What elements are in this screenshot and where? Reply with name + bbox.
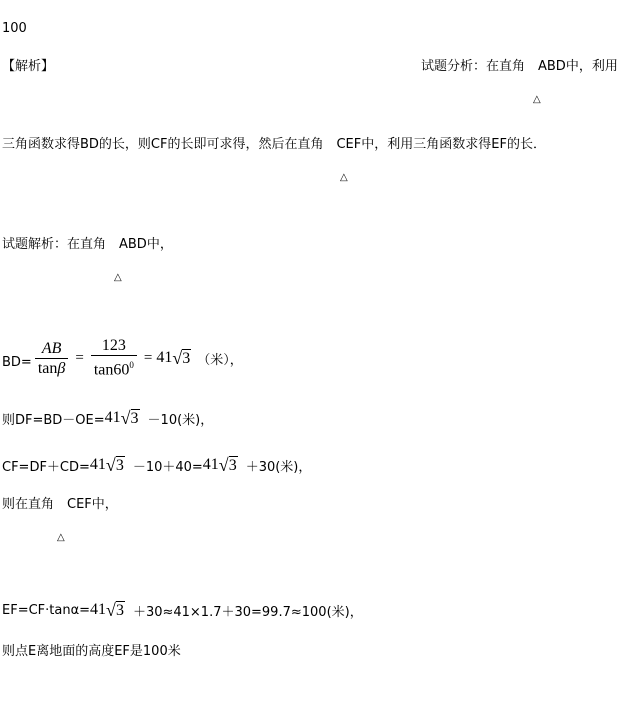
fraction-numerator: AB <box>41 339 62 357</box>
triangle-icon: △ <box>533 94 541 105</box>
answer-value: 100 <box>2 21 27 36</box>
df-prefix: 则DF=BD－OE= <box>2 412 105 428</box>
triangle-icon: △ <box>340 172 348 183</box>
bd-suffix: （米）， <box>197 352 243 368</box>
ef-prefix: EF=CF·tanα= <box>2 602 91 618</box>
df-equation <box>2 406 213 430</box>
triangle-icon: △ <box>114 272 122 283</box>
fraction-denominator: tanβ <box>35 358 69 377</box>
coef-sqrt: 41 √ 3 <box>89 455 124 475</box>
cf-suffix: ＋30(米)， <box>245 459 312 475</box>
cf-equation <box>2 453 311 477</box>
triangle-icon: △ <box>57 532 65 543</box>
equals-sign: = <box>75 349 84 366</box>
analysis-head: 试题分析：在直角 ABD中，利用 <box>421 59 618 74</box>
conclusion: 则点E离地面的高度EF是100米 <box>2 644 181 659</box>
ef-suffix: ＋30≈41×1.7＋30=99.7≈100(米)， <box>132 604 363 620</box>
fraction-denominator: $\tan 60^0$ <box>91 355 137 378</box>
fraction-ab <box>35 340 69 377</box>
df-suffix: －10(米)， <box>147 412 214 428</box>
fraction-123 <box>91 337 137 378</box>
solution-head: 试题解析：在直角 ABD中， <box>2 237 173 252</box>
cf-prefix: CF=DF＋CD= <box>2 459 90 475</box>
bd-prefix: BD= <box>2 354 32 370</box>
cef-line: 则在直角 CEF中， <box>2 497 118 512</box>
fraction-numerator: 123 <box>101 337 126 355</box>
coef-sqrt: 41 √ 3 <box>202 455 237 475</box>
equals-sign: = <box>143 349 153 366</box>
coef-sqrt: 41 √ 3 <box>104 408 139 428</box>
coef-sqrt: 41 √ 3 <box>90 600 124 620</box>
ef-equation <box>2 598 363 622</box>
cf-mid: －10＋40= <box>132 459 203 475</box>
analysis-body: 三角函数求得BD的长，则CF的长即可求得，然后在直角 CEF中，利用三角函数求得EF的长． <box>2 137 546 152</box>
section-label: 【解析】 <box>2 59 55 74</box>
coef-sqrt: 41 √ 3 <box>156 348 191 368</box>
bd-equation <box>2 336 243 380</box>
